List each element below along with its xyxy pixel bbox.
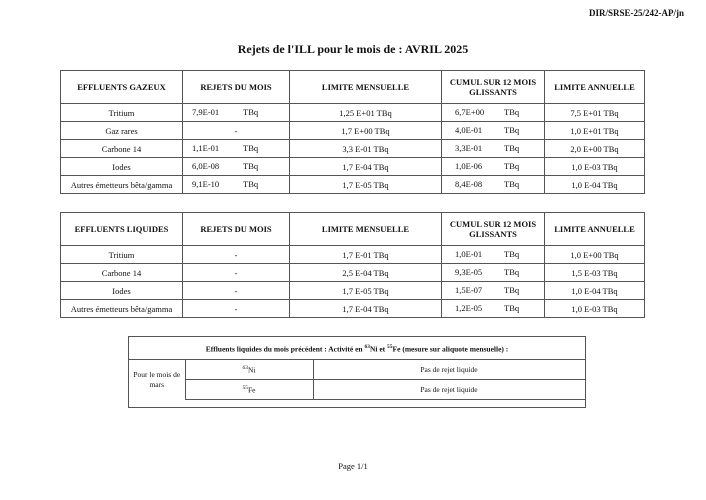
effluent-name: Autres émetteurs bêta/gamma (61, 176, 183, 194)
cumul-cell (442, 300, 545, 318)
limite-annuelle: 1,0 E-03 TBq (545, 158, 645, 176)
cumul-value: 1,5E-07 (455, 285, 483, 295)
cumul-value: 3,3E-01 (455, 143, 483, 153)
cumul-value: 8,4E-08 (455, 179, 483, 189)
rejet-cell (183, 176, 290, 194)
cumul-cell (442, 140, 545, 158)
rejet-cell (183, 104, 290, 122)
cumul-value: 6,7E+00 (455, 107, 485, 117)
isotope-label: $^{63}$Ni (185, 360, 313, 380)
rejet-value: - (183, 246, 290, 264)
table-row (61, 246, 645, 264)
column-header: CUMUL SUR 12 MOIS GLISSANTS (442, 213, 545, 246)
table-row (61, 122, 645, 140)
page-title: Rejets de l'ILL pour le mois de : AVRIL 2025 (237, 42, 469, 56)
rejet-value: 7,9E-01 (192, 107, 220, 117)
cumul-unit: TBq (504, 125, 520, 135)
cumul-value: 1,0E-01 (455, 249, 483, 259)
isotope-value: Pas de rejet liquide (313, 360, 585, 380)
limite-mensuelle: 3,3 E-01 TBq (290, 140, 442, 158)
cumul-cell (442, 104, 545, 122)
rejet-unit: TBq (243, 107, 259, 117)
cumul-value: 1,2E-05 (455, 303, 483, 313)
limite-annuelle: 1,0 E+00 TBq (545, 246, 645, 264)
rejet-value: - (183, 264, 290, 282)
cumul-unit: TBq (504, 285, 520, 295)
table-row (61, 158, 645, 176)
isotope-value: Pas de rejet liquide (313, 380, 585, 400)
column-header: REJETS DU MOIS (183, 213, 290, 246)
cumul-unit: TBq (504, 303, 520, 313)
table-row (61, 282, 645, 300)
table-row (61, 300, 645, 318)
effluent-name: Iodes (61, 158, 183, 176)
rejet-value: 1,1E-01 (192, 143, 220, 153)
cumul-unit: TBq (504, 107, 520, 117)
column-header: LIMITE ANNUELLE (545, 213, 645, 246)
column-header: LIMITE ANNUELLE (545, 71, 645, 104)
limite-mensuelle: 2,5 E-04 TBq (290, 264, 442, 282)
effluent-name: Carbone 14 (61, 140, 183, 158)
rejet-cell (183, 158, 290, 176)
table-row (61, 264, 645, 282)
limite-annuelle: 1,0 E-04 TBq (545, 176, 645, 194)
limite-annuelle: 1,5 E-03 TBq (545, 264, 645, 282)
limite-mensuelle: 1,7 E+00 TBq (290, 122, 442, 140)
table-header-row (61, 213, 645, 246)
limite-mensuelle: 1,7 E-01 TBq (290, 246, 442, 264)
limite-mensuelle: 1,7 E-05 TBq (290, 176, 442, 194)
page-number: Page 1/1 (338, 461, 368, 471)
limite-mensuelle: 1,7 E-05 TBq (290, 282, 442, 300)
column-header: CUMUL SUR 12 MOIS GLISSANTS (442, 71, 545, 104)
column-header: LIMITE MENSUELLE (290, 71, 442, 104)
effluent-name: Iodes (61, 282, 183, 300)
column-header: REJETS DU MOIS (183, 71, 290, 104)
rejet-value: - (183, 300, 290, 318)
cumul-cell (442, 282, 545, 300)
limite-mensuelle: 1,7 E-04 TBq (290, 300, 442, 318)
cumul-cell (442, 176, 545, 194)
rejet-unit: TBq (243, 179, 259, 189)
cumul-value: 1,0E-06 (455, 161, 483, 171)
table-row (129, 380, 585, 400)
limite-annuelle: 1,0 E-04 TBq (545, 282, 645, 300)
cumul-unit: TBq (504, 143, 520, 153)
cumul-unit: TBq (504, 179, 520, 189)
rejet-value: - (183, 282, 290, 300)
table-row (129, 360, 585, 380)
effluent-name: Tritium (61, 246, 183, 264)
rejet-unit: TBq (243, 143, 259, 153)
table-header-row (61, 71, 645, 104)
note-title: Effluents liquides du mois précédent : Activité en $^{63}$Ni et $^{55}$Fe (mesure sur aliquote mensuelle) : (205, 344, 509, 354)
note-table (129, 359, 586, 400)
effluent-name: Carbone 14 (61, 264, 183, 282)
isotope-label: $^{55}$Fe (185, 380, 313, 400)
column-header: LIMITE MENSUELLE (290, 213, 442, 246)
cumul-cell (442, 264, 545, 282)
limite-mensuelle: 1,25 E+01 TBq (290, 104, 442, 122)
cumul-unit: TBq (504, 161, 520, 171)
liquid-effluents-table (60, 212, 645, 318)
month-label: Pour le mois de mars (129, 360, 185, 400)
cumul-value: 4,0E-01 (455, 125, 483, 135)
cumul-cell (442, 158, 545, 176)
rejet-value: - (183, 122, 290, 140)
table-row (61, 104, 645, 122)
cumul-unit: TBq (504, 267, 520, 277)
effluent-name: Gaz rares (61, 122, 183, 140)
effluent-name: Tritium (61, 104, 183, 122)
cumul-cell (442, 122, 545, 140)
limite-annuelle: 2,0 E+00 TBq (545, 140, 645, 158)
gaseous-effluents-table (60, 70, 645, 194)
limite-annuelle: 7,5 E+01 TBq (545, 104, 645, 122)
cumul-value: 9,3E-05 (455, 267, 483, 277)
effluent-name: Autres émetteurs bêta/gamma (61, 300, 183, 318)
limite-mensuelle: 1,7 E-04 TBq (290, 158, 442, 176)
rejet-value: 9,1E-10 (192, 179, 220, 189)
cumul-unit: TBq (504, 249, 520, 259)
previous-month-box (128, 336, 586, 408)
rejet-unit: TBq (243, 161, 259, 171)
document-reference: DIR/SRSE-25/242-AP/jn (588, 8, 684, 18)
table-row (61, 176, 645, 194)
column-header: EFFLUENTS GAZEUX (61, 71, 183, 104)
rejet-cell (183, 140, 290, 158)
limite-annuelle: 1,0 E-03 TBq (545, 300, 645, 318)
column-header: EFFLUENTS LIQUIDES (61, 213, 183, 246)
table-row (61, 140, 645, 158)
cumul-cell (442, 246, 545, 264)
limite-annuelle: 1,0 E+01 TBq (545, 122, 645, 140)
rejet-value: 6,0E-08 (192, 161, 220, 171)
